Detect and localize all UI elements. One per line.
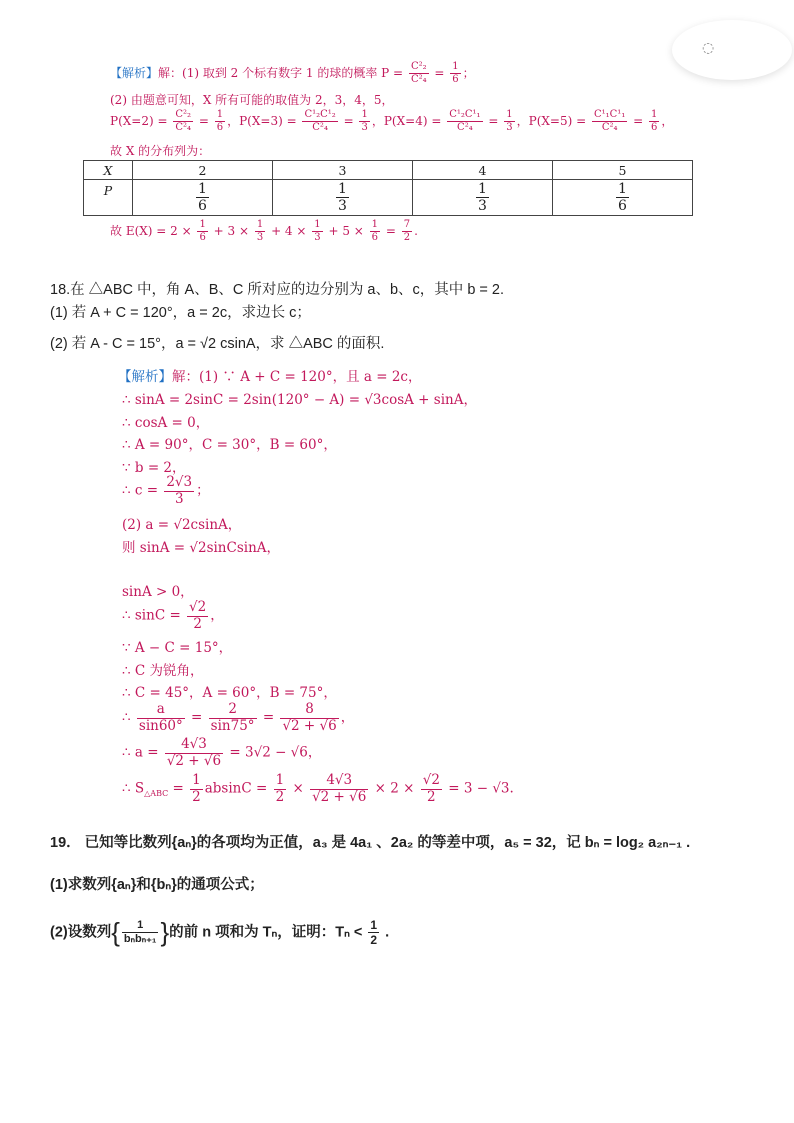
frac-den: 3 xyxy=(314,232,321,243)
frac-den: C²₄ xyxy=(312,122,328,133)
table-row-label: P xyxy=(84,180,133,216)
text: ∴ S xyxy=(122,780,145,797)
table-header-cell: 2 xyxy=(133,161,273,180)
text: absinC = xyxy=(204,780,272,797)
q18-sol-l9: sinA > 0， xyxy=(122,584,194,600)
frac-den: 3 xyxy=(174,490,184,507)
frac-den: 2 xyxy=(403,232,411,243)
frac-num: 1 xyxy=(651,109,658,120)
frac-num: 1 xyxy=(618,181,627,197)
text: ∴ c = xyxy=(122,482,163,499)
table-cell xyxy=(133,180,273,216)
frac-num: √2 xyxy=(422,772,440,788)
text: × xyxy=(288,780,309,797)
frac-den: C²₄ xyxy=(601,122,618,133)
frac-den: 6 xyxy=(198,198,207,214)
q18-sol-l4: ∴ A = 90°，C = 30°，B = 60°， xyxy=(122,437,337,453)
frac-num: 1 xyxy=(192,772,201,788)
frac-den: 6 xyxy=(199,232,206,243)
table-row xyxy=(84,161,693,180)
text: = xyxy=(168,780,189,797)
frac-num: 1 xyxy=(506,109,513,120)
frac-den: C²₄ xyxy=(457,122,473,133)
table-header-cell: X xyxy=(84,161,133,180)
frac-num: 1 xyxy=(370,918,378,932)
frac-num: 1 xyxy=(122,920,159,933)
frac-den: C²₄ xyxy=(175,122,192,133)
frac-den: C²₄ xyxy=(410,74,427,85)
frac-num: 1 xyxy=(256,219,264,230)
brace-right: } xyxy=(160,917,170,947)
solution-label: 【解析】 xyxy=(110,66,159,80)
text: + 3 × xyxy=(209,224,253,238)
frac-den: 3 xyxy=(361,122,368,133)
expectation-line xyxy=(110,220,418,243)
solution-label: 【解析】 xyxy=(118,369,172,385)
frac-den: 3 xyxy=(506,122,513,133)
text: ， xyxy=(340,709,355,726)
text: 故 E(X) = 2 × xyxy=(110,224,196,238)
text: + 4 × xyxy=(267,224,311,238)
text: ，P(X=4) = xyxy=(371,114,446,128)
frac-num: C¹₁C¹₁ xyxy=(593,109,626,120)
table-header-cell: 5 xyxy=(553,161,693,180)
frac-den: 6 xyxy=(371,232,379,243)
q19-line1 xyxy=(50,831,690,852)
q18-sol-l16 xyxy=(122,774,514,804)
top-solution-line4: 故 X 的分布列为： xyxy=(110,144,211,158)
table-header-cell: 4 xyxy=(413,161,553,180)
frac-num: 1 xyxy=(452,61,459,72)
frac-num: 4√3 xyxy=(165,738,223,754)
frac-num: 8 xyxy=(280,703,338,719)
text: = xyxy=(382,224,400,238)
brace-left: { xyxy=(111,917,120,947)
text: 解：(1) 取到 2 个标有数字 1 的球的概率 P = xyxy=(158,66,407,80)
text: = xyxy=(430,66,449,80)
frac-num: 1 xyxy=(216,109,224,120)
table-cell xyxy=(553,180,693,216)
frac-den: √2 + √6 xyxy=(312,788,367,805)
text: ，P(X=3) = xyxy=(227,114,301,128)
frac-num: 1 xyxy=(314,219,321,230)
top-solution-line1 xyxy=(110,62,475,85)
frac-num: 2√3 xyxy=(166,474,193,490)
text: ； xyxy=(462,66,475,80)
text: ， xyxy=(661,114,674,128)
text: = 3√2 − √6， xyxy=(225,744,322,761)
frac-num: 1 xyxy=(361,109,368,120)
frac-den: 2 xyxy=(192,788,201,805)
q18-sol-l13: ∴ C = 45°，A = 60°，B = 75°， xyxy=(122,685,337,701)
frac-num: 1 xyxy=(198,181,207,197)
q18-part2: (2) 若 A - C = 15°，a = √2 csinA，求 △ABC 的面积. xyxy=(50,336,385,352)
text: ，P(X=5) = xyxy=(516,114,590,128)
frac-den: 2 xyxy=(370,933,378,947)
frac-den: bₙbₙ₊₁ xyxy=(123,933,157,945)
q18-part1: (1) 若 A + C = 120°，a = 2c，求边长 c； xyxy=(50,305,311,321)
frac-den: 2 xyxy=(275,788,285,805)
frac-den: 6 xyxy=(651,122,658,133)
q18-sol-l7: (2) a = √2csinA， xyxy=(122,517,242,533)
text: ∴ a = xyxy=(122,744,163,761)
q18-sol-l8: 则 sinA = √2sinCsinA， xyxy=(122,540,281,556)
text: = xyxy=(186,709,207,726)
frac-num: a xyxy=(137,703,185,719)
frac-num: 1 xyxy=(275,772,285,788)
top-solution-line2: (2) 由题意可知，X 所有可能的取值为 2，3，4，5， xyxy=(110,93,394,107)
text: ， xyxy=(210,607,224,624)
frac-den: 6 xyxy=(216,122,224,133)
subscript: △ABC xyxy=(144,789,169,799)
q18-sol-l11: ∵ A − C = 15°， xyxy=(122,640,233,656)
q18-sol-l10 xyxy=(122,601,224,631)
frac-num: C¹₂C¹₂ xyxy=(304,109,336,120)
text: 的前 n 项和为 Tₙ，证明：Tₙ < xyxy=(169,924,367,941)
top-solution-line3: P(X=2) = $\frac{\text{C²₂}}{\text{C²₄}}$ = $\frac{1}{6}$ ，P(X=3) = $\frac{\text{C¹₂C¹₂}}{\text{C²₄}}$ = $\frac{1}{3}$ ，P(X=4) = $\frac{\text{C¹₂C¹₁}}{\text{C²₄}}$ = $\frac{1}{3}$ ，P(X=5) = $\frac{\text{C¹₁C¹₁}}{\text{C²₄}}$ = $\frac{1}{6}$ ， xyxy=(110,109,674,133)
q18-sol-l15 xyxy=(122,738,321,768)
text: . xyxy=(381,924,390,941)
frac-den: 3 xyxy=(478,198,487,214)
text: 解：(1) ∵ A + C = 120°，且 a = 2c， xyxy=(172,369,422,385)
q18-sol-l5: ∵ b = 2， xyxy=(122,460,186,476)
frac-den: 3 xyxy=(256,232,264,243)
table-header-cell: 3 xyxy=(273,161,413,180)
q19-line3 xyxy=(50,917,389,948)
frac-num: 4√3 xyxy=(310,774,368,790)
frac-num: 1 xyxy=(371,219,379,230)
text: + 5 × xyxy=(324,224,368,238)
text: P(X=2) = xyxy=(110,114,172,128)
text: ∴ sinC = xyxy=(122,607,186,624)
q18-sol-l12: ∴ C 为锐角， xyxy=(122,663,204,679)
text: = 3 − √3. xyxy=(443,780,514,797)
frac-den: √2 + √6 xyxy=(166,752,222,769)
q18-sol-l6 xyxy=(122,476,210,506)
frac-num: C²₂ xyxy=(175,109,192,120)
q19-line2: (1)求数列{aₙ}和{bₙ}的通项公式； xyxy=(50,877,264,893)
frac-num: 1 xyxy=(199,219,206,230)
q18-sol-l1 xyxy=(118,365,421,385)
table-cell xyxy=(273,180,413,216)
frac-num: 1 xyxy=(338,181,347,197)
q18-sol-l14 xyxy=(122,703,354,733)
text: 19． 已知等比数列{aₙ}的各项均为正值， xyxy=(50,835,313,851)
corner-badge xyxy=(672,20,792,80)
text: (2)设数列 xyxy=(50,924,112,941)
q18-title: 18.在 △ABC 中，角 A、B、C 所对应的边分别为 a、b、c，其中 b = 2. xyxy=(50,282,505,298)
frac-num: √2 xyxy=(189,599,207,615)
text: = xyxy=(258,709,279,726)
frac-den: 6 xyxy=(618,198,627,214)
text: ∴ xyxy=(122,709,135,726)
frac-den: √2 + √6 xyxy=(282,717,337,734)
frac-num: 1 xyxy=(478,181,487,197)
frac-num: 2 xyxy=(209,703,257,719)
table-cell xyxy=(413,180,553,216)
frac-den: sin75° xyxy=(210,717,255,734)
text: a₃ 是 4a₁ 、2a₂ 的等差中项， xyxy=(312,835,505,851)
distribution-table xyxy=(83,160,693,216)
text: × 2 × xyxy=(370,780,419,797)
frac-den: 6 xyxy=(452,74,459,85)
frac-num: C²₂ xyxy=(410,61,427,72)
frac-den: 2 xyxy=(193,615,202,632)
frac-den: 2 xyxy=(427,788,436,805)
q18-sol-l3: ∴ cosA = 0， xyxy=(122,415,210,431)
frac-num: C¹₂C¹₁ xyxy=(449,109,481,120)
table-row xyxy=(84,180,693,216)
frac-num: 7 xyxy=(403,219,411,230)
corner-badge-icon: ◌ xyxy=(702,40,715,56)
frac-den: 3 xyxy=(338,198,347,214)
text: a₅ = 32，记 bₙ = log₂ a₂ₙ₋₁ . xyxy=(504,835,691,851)
q18-sol-l2: ∴ sinA = 2sinC = 2sin(120° − A) = √3cosA + sinA， xyxy=(122,392,477,408)
frac-den: sin60° xyxy=(138,717,183,734)
text: . xyxy=(414,224,418,238)
text: ； xyxy=(196,482,210,499)
